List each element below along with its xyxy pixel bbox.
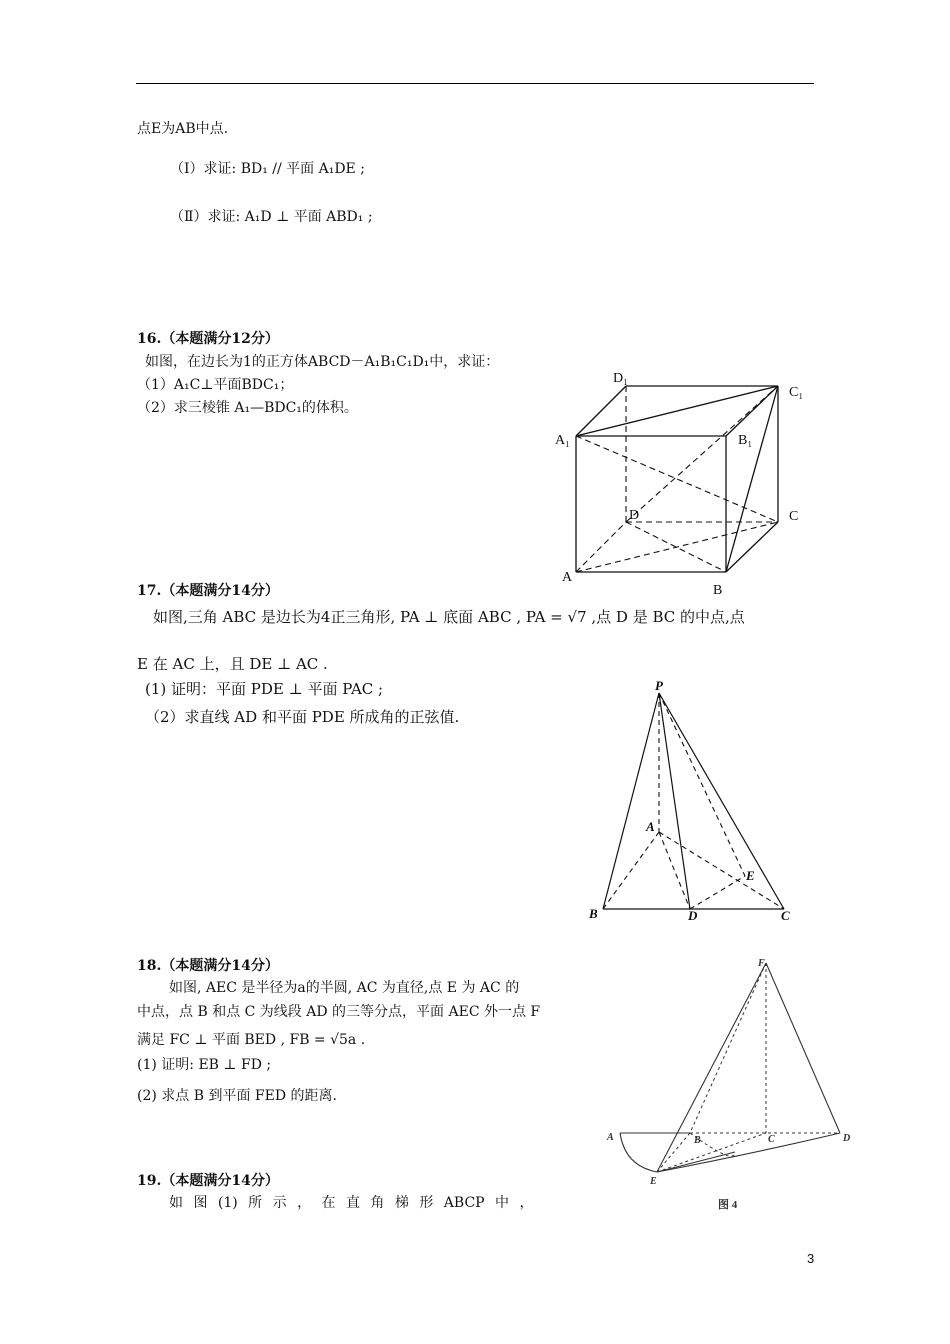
- header-rule: [136, 83, 814, 84]
- label-B: B: [713, 583, 723, 598]
- problem-16-title: 16.（本题满分12分）: [137, 331, 279, 347]
- label-A1: A₁: [555, 433, 570, 448]
- label-B: B: [589, 906, 598, 921]
- problem-16-stem: 如图，在边长为1的正方体ABCD－A₁B₁C₁D₁中，求证：: [145, 354, 500, 370]
- label-B1: B₁: [738, 433, 753, 448]
- label-D: D: [843, 1133, 851, 1144]
- question-1: （Ⅰ）求证: BD₁ // 平面 A₁DE ;: [170, 161, 365, 177]
- label-D: D: [629, 508, 640, 523]
- problem-18-q2: (2) 求点 B 到平面 FED 的距离.: [137, 1088, 337, 1104]
- question-2: （Ⅱ）求证: A₁D ⊥ 平面 ABD₁ ;: [170, 209, 373, 225]
- problem-17-q2: （2）求直线 AD 和平面 PDE 所成角的正弦值.: [145, 708, 460, 726]
- semicircle-figure: [600, 952, 860, 1217]
- label-D1: D₁: [613, 371, 628, 386]
- page-number: 3: [807, 1251, 815, 1266]
- pyramid-figure: [580, 676, 810, 926]
- problem-16-q1: （1）A₁C⊥平面BDC₁；: [137, 377, 294, 393]
- problem-17-line2: E 在 AC 上，且 DE ⊥ AC .: [137, 655, 328, 673]
- label-C: C: [768, 1134, 775, 1145]
- label-C: C: [781, 908, 790, 923]
- problem-18-title: 18.（本题满分14分）: [137, 958, 279, 974]
- problem-17-q1: (1) 证明：平面 PDE ⊥ 平面 PAC ;: [145, 680, 384, 698]
- label-P: P: [655, 678, 663, 693]
- problem-18-line3: 满足 FC ⊥ 平面 BED , FB = √5a .: [137, 1032, 366, 1048]
- label-C1: C₁: [789, 385, 804, 400]
- problem-18-q1: (1) 证明: EB ⊥ FD ;: [137, 1057, 272, 1073]
- label-A: A: [607, 1132, 614, 1143]
- problem-18-line1: 如图, AEC 是半径为a的半圆, AC 为直径,点 E 为 AC 的: [169, 980, 520, 996]
- figure-caption: 图 4: [718, 1199, 738, 1211]
- label-C: C: [789, 509, 799, 524]
- problem-19-title: 19.（本题满分14分）: [137, 1173, 279, 1189]
- label-B: B: [694, 1135, 701, 1146]
- label-E: E: [746, 868, 755, 883]
- problem-17-line1: 如图,三角 ABC 是边长为4正三角形, PA ⊥ 底面 ABC , PA = √7 ,点 D 是 BC 的中点,点: [153, 608, 745, 626]
- problem-19-line1: 如 图 (1) 所 示 ， 在 直 角 梯 形 ABCP 中 ，: [169, 1195, 534, 1211]
- problem-16-q2: （2）求三棱锥 A₁—BDC₁的体积。: [137, 400, 358, 416]
- cube-figure: [540, 362, 830, 602]
- label-E: E: [650, 1176, 657, 1187]
- intro-line: 点E为AB中点.: [137, 121, 229, 137]
- label-F: F: [758, 958, 765, 969]
- problem-18-line2: 中点，点 B 和点 C 为线段 AD 的三等分点，平面 AEC 外一点 F: [137, 1004, 541, 1020]
- label-A: A: [646, 819, 655, 834]
- label-D: D: [688, 908, 698, 923]
- problem-17-title: 17.（本题满分14分）: [137, 583, 279, 599]
- label-A: A: [562, 570, 573, 585]
